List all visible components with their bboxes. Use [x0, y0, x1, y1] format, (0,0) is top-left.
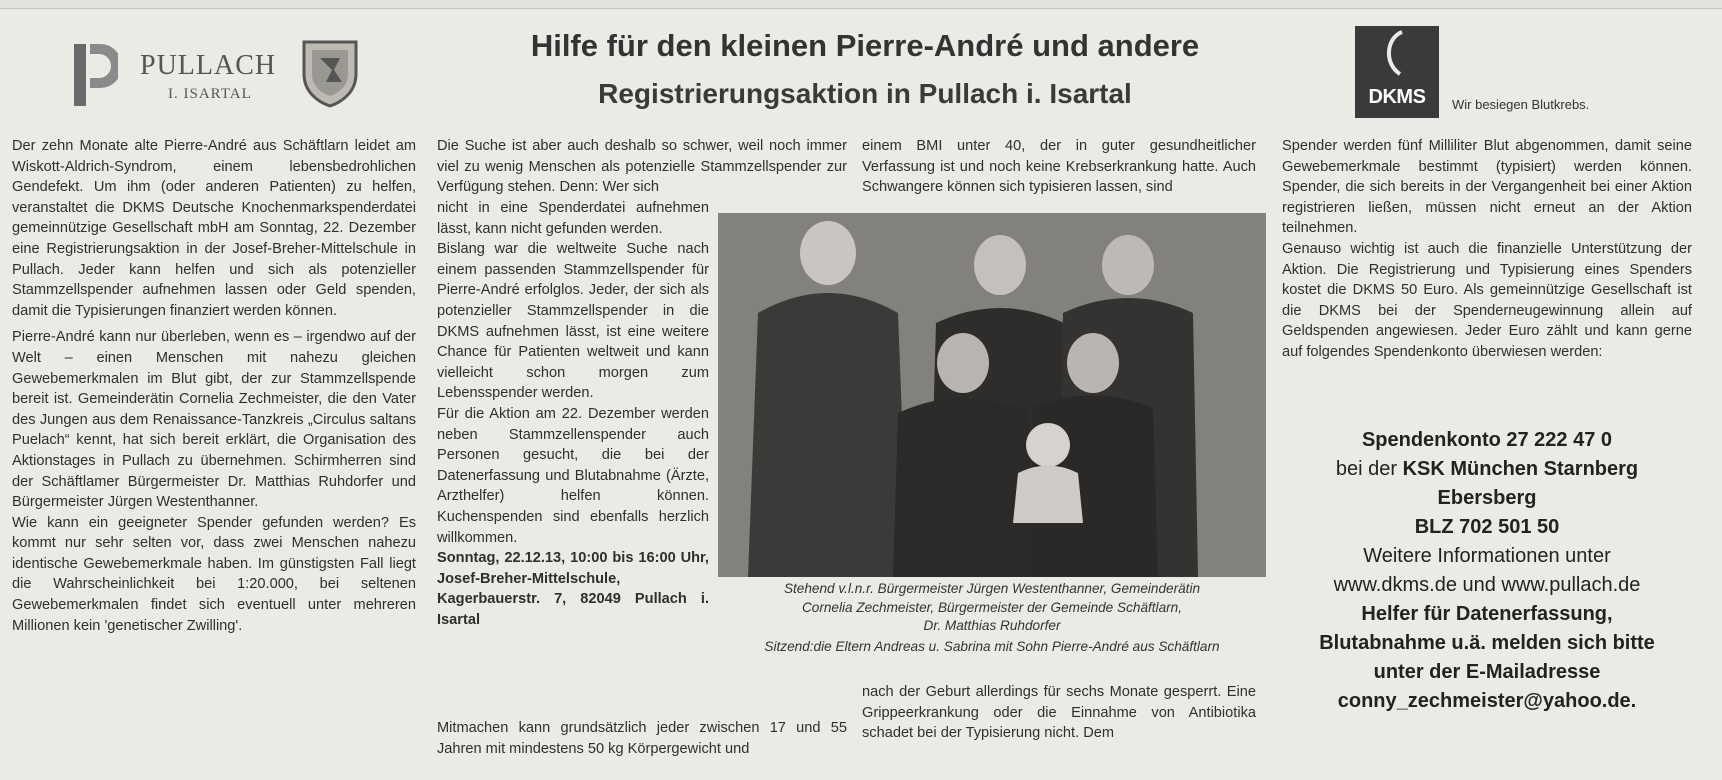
- article-column-4: [1282, 136, 1692, 363]
- municipality-subtitle: I. ISARTAL: [168, 86, 252, 102]
- caption-line: Sitzend:die Eltern Andreas u. Sabrina mit Sohn Pierre-André aus Schäftlarn: [764, 638, 1220, 654]
- headline: Hilfe für den kleinen Pierre-André und andere: [530, 28, 1200, 63]
- bank-prefix: bei der: [1335, 458, 1403, 480]
- paragraph: Genauso wichtig ist auch die finanzielle Unterstützung der Aktion. Die Registrierung und Typisierung eines Spenders kostet die DKMS 50 Euro. Als gemeinnützige Gesellschaft ist die DKMS bei der Spenderneugewinnung allein auf Geldspenden angewiesen. Jeder Euro zählt und kann gerne auf folgendes Spendenkonto überwiesen werden:: [1282, 240, 1692, 360]
- bank-city: Ebersberg: [1437, 487, 1537, 509]
- event-details: Sonntag, 22.12.13, 10:00 bis 16:00 Uhr, Josef-Breher-Mittelschule, Kagerbauerstr. 7, 82049 Pullach i. Isartal: [437, 550, 709, 628]
- paragraph: Pierre-André kann nur überleben, wenn es – irgendwo auf der Welt – einen Menschen mit nahezu gleichen Gewebemerkmalen im Blut gibt, der zur Stammzellspende bereit ist. Gemeinderätin Cornelia Zechmeister, die den Vater des Jungen aus dem Renaissance-Tanzkreis „Circulus saltans Puelach“ kennt, hat sich bereit erklärt, die Organisation des Aktionstages in Pullach zu übernehmen. Schirmherren sind der Schäftlamer Bürgermeister Dr. Matthias Ruhdorfer und Bürgermeister Jürgen Westenthanner.: [12, 329, 416, 511]
- contact-email: conny_zechmeister@yahoo.de.: [1337, 690, 1637, 712]
- article-column-1: [12, 136, 416, 636]
- subheadline: Registrierungsaktion in Pullach i. Isartal: [598, 78, 1132, 109]
- article-column-2-narrow: [437, 198, 709, 630]
- dkms-swoosh-icon: [1380, 30, 1420, 76]
- info-text: Weitere Informationen unter: [1363, 545, 1611, 567]
- municipality-name: PULLACH: [140, 50, 277, 81]
- paragraph: Bislang war die weltweite Suche nach einem passenden Stammzellspender für Pierre-André erfolglos. Jeder, der sich als potenzieller Stammzellspender in die DKMS aufnehmen lässt, ist eine weitere Chance für Patienten weltweit und kann vielleicht schon morgen zum Lebensspender werden.: [437, 241, 709, 402]
- dkms-logo-text: DKMS: [1368, 86, 1426, 108]
- paragraph: nicht in eine Spenderdatei aufnehmen lässt, kann nicht gefunden werden.: [437, 200, 709, 237]
- article-column-2-top: [437, 136, 847, 198]
- helpers-line: Blutabnahme u.ä. melden sich bitte: [1319, 632, 1655, 654]
- donation-info: [1282, 426, 1692, 716]
- paragraph: Wie kann ein geeigneter Spender gefunden werden? Es kommt nur sehr selten vor, dass zwei Menschen nahezu identische Gewebemerkmale haben. Im günstigsten Fall liegt die Wahrscheinlichkeit bei 1:20.000, bei seltenen Gewebemerkmalen findet sich eventuell unter mehreren Millionen kein 'genetischer Zwilling'.: [12, 514, 416, 634]
- caption-line: Cornelia Zechmeister, Bürgermeister der Gemeinde Schäftlarn,: [801, 599, 1183, 615]
- paragraph: Die Suche ist aber auch deshalb so schwer, weil noch immer viel zu wenig Menschen als potenzielle Stammzellspender zur Verfügung stehen. Denn: Wer sich: [437, 138, 847, 196]
- paragraph: Der zehn Monate alte Pierre-André aus Schäftlarn leidet am Wiskott-Aldrich-Syndrom, einem lebensbedrohlichen Gendefekt. Um ihm (oder anderen Patienten) zu helfen, veranstaltet die DKMS Deutsche Knochenmarkspenderdatei gemeinnützige Gesellschaft mbH am Sonntag, 22. Dezember eine Registrierungsaktion in der Josef-Breher-Mittelschule in Pullach. Jeder kann helfen und sich als potenzieller Stammzellspender aufnehmen lassen oder Geld spenden, damit die Typisierungen finanziert werden können.: [12, 138, 416, 319]
- caption-line: Stehend v.l.n.r. Bürgermeister Jürgen Westenthanner, Gemeinderätin: [783, 581, 1201, 596]
- caption-line: Dr. Matthias Ruhdorfer: [923, 618, 1061, 634]
- donation-account: Spendenkonto 27 222 47 0: [1361, 429, 1613, 451]
- article-column-3-bottom: [862, 682, 1256, 744]
- helpers-line: Helfer für Datenerfassung,: [1361, 603, 1613, 625]
- paragraph: einem BMI unter 40, der in guter gesundheitlicher Verfassung ist und noch keine Krebserkrankung hatte. Auch Schwangere können sich typisieren lassen, sind: [862, 138, 1256, 196]
- paragraph: Mitmachen kann grundsätzlich jeder zwischen 17 und 55 Jahren mit mindestens 50 kg Körpergewicht und: [437, 720, 847, 757]
- websites: www.dkms.de und www.pullach.de: [1333, 574, 1641, 596]
- dkms-claim: Wir besiegen Blutkrebs.: [1452, 97, 1590, 112]
- pullach-logo-icon: [72, 40, 118, 110]
- article-column-3-top: [862, 136, 1256, 198]
- group-photo: [718, 213, 1266, 577]
- bank-code: BLZ 702 501 50: [1414, 516, 1560, 538]
- paragraph: nach der Geburt allerdings für sechs Monate gesperrt. Eine Grippeerkrankung oder die Einnahme von Antibiotika schadet bei der Typisierung nicht. Dem: [862, 684, 1256, 742]
- paragraph: Für die Aktion am 22. Dezember werden neben Stammzellenspender auch Personen gesucht, die bei der Datenerfassung und Blutabnahme (Ärzte, Arzthelfer) helfen können. Kuchenspenden sind ebenfalls herzlich willkommen.: [437, 405, 709, 546]
- article-column-2-bottom: [437, 718, 847, 759]
- bank-name: KSK München Starnberg: [1402, 458, 1639, 480]
- helpers-line: unter der E-Mailadresse: [1373, 661, 1601, 683]
- donation-bank: [1282, 455, 1692, 484]
- paragraph: Spender werden fünf Milliliter Blut abgenommen, damit seine Gewebemerkmale bestimmt (typisiert) werden können. Spender, die sich bereits in der Vergangenheit bei einer Aktion registrieren ließen, müssen nicht erneut an der Aktion teilnehmen.: [1282, 138, 1692, 237]
- photo-caption: [716, 580, 1268, 656]
- coat-of-arms-icon: [298, 36, 362, 108]
